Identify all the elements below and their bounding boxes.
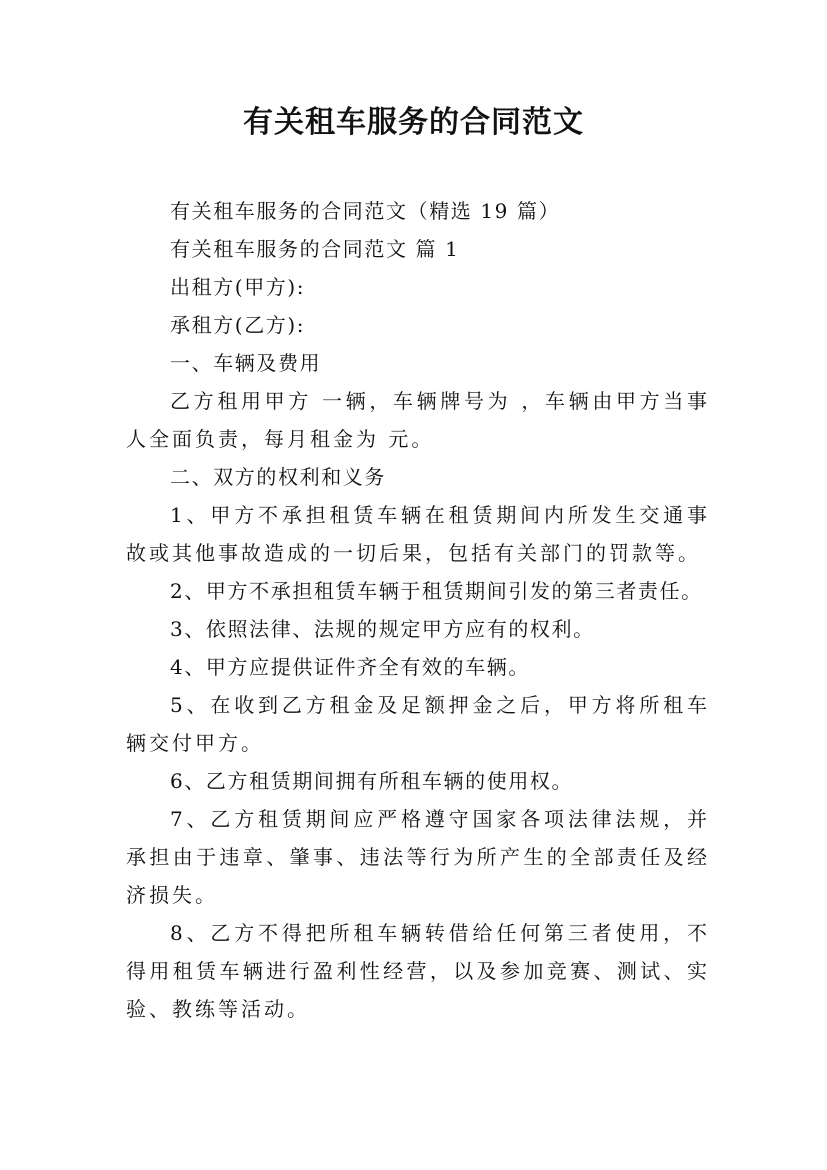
paragraph-item-8: 8、乙方不得把所租车辆转借给任何第三者使用，不得用租赁车辆进行盈利性经营，以及参加竞赛、测试、实验、教练等活动。 (126, 921, 710, 1021)
paragraph-item-7: 7、乙方租赁期间应严格遵守国家各项法律法规，并承担由于违章、肇事、违法等行为所产生的全部责任及经济损失。 (126, 807, 710, 907)
paragraph-lessee: 承租方(乙方): (170, 313, 306, 337)
paragraph-clause-heading-1: 一、车辆及费用 (170, 351, 322, 375)
paragraph-item-5: 5、在收到乙方租金及足额押金之后，甲方将所租车辆交付甲方。 (126, 693, 710, 755)
paragraph-item-3: 3、依照法律、法规的规定甲方应有的权利。 (170, 617, 595, 641)
document-body (126, 192, 710, 1028)
paragraph-clause-heading-2: 二、双方的权利和义务 (170, 465, 386, 489)
document-title: 有关租车服务的合同范文 (243, 105, 584, 140)
paragraph-item-1: 1、甲方不承担租赁车辆在租赁期间内所发生交通事故或其他事故造成的一切后果，包括有关部门的罚款等。 (126, 503, 710, 565)
paragraph-item-4: 4、甲方应提供证件齐全有效的车辆。 (170, 655, 530, 679)
paragraph-vehicle-and-fee: 乙方租用甲方 一辆，车辆牌号为 ，车辆由甲方当事人全面负责，每月租金为 元。 (126, 389, 710, 451)
paragraph-subtitle: 有关租车服务的合同范文（精选 19 篇） (170, 199, 561, 223)
paragraph-item-6: 6、乙方租赁期间拥有所租车辆的使用权。 (170, 769, 574, 793)
paragraph-lessor: 出租方(甲方): (170, 275, 306, 299)
paragraph-section-heading: 有关租车服务的合同范文 篇 1 (170, 237, 460, 261)
paragraph-item-2: 2、甲方不承担租赁车辆于租赁期间引发的第三者责任。 (170, 579, 703, 603)
